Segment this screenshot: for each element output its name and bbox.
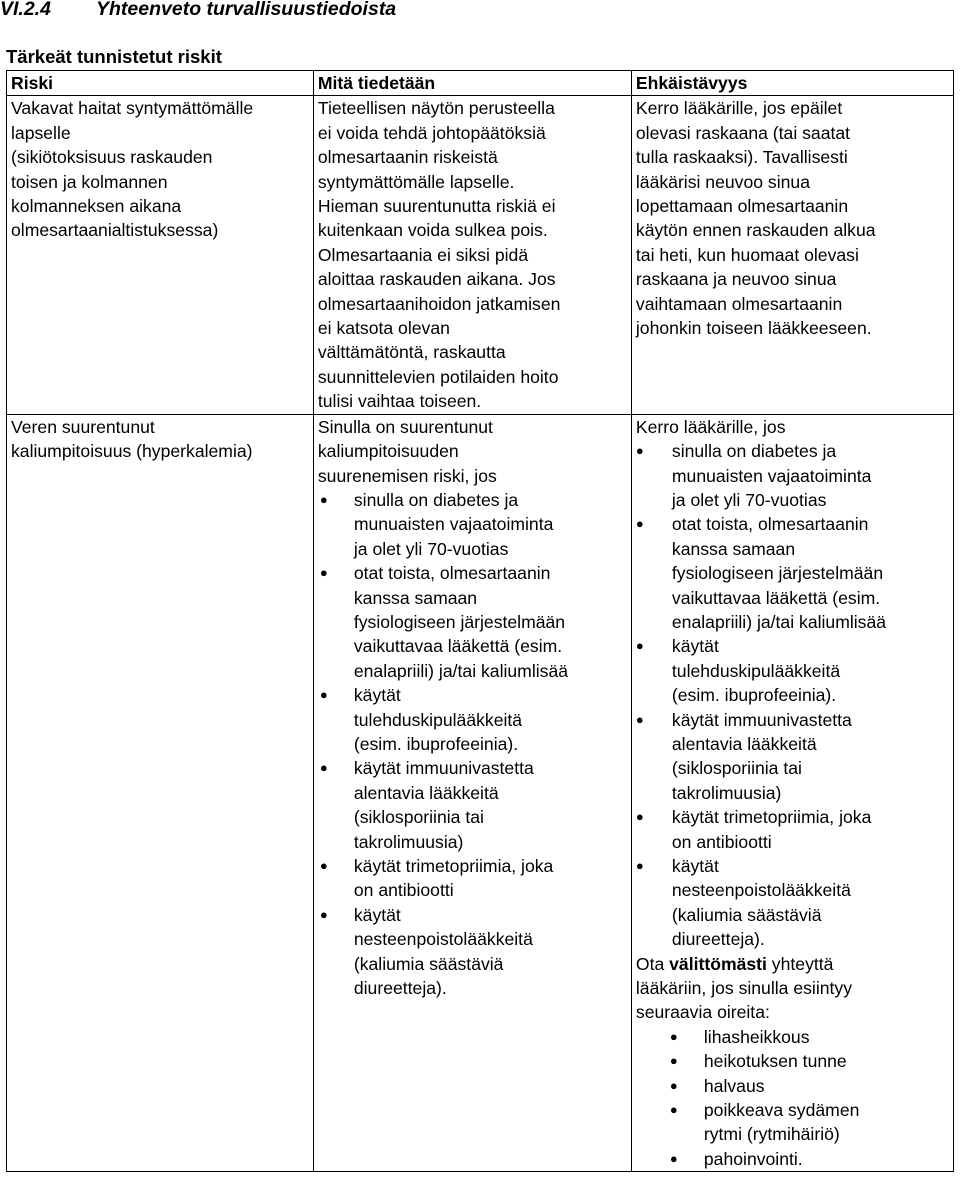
row1-prevent-cell bbox=[631, 96, 953, 414]
urgent-bold: välittömästi bbox=[669, 953, 767, 974]
list-item-line: takrolimuusia) bbox=[353, 831, 464, 852]
text-line: olmesartaanihoidon jatkamisen bbox=[317, 293, 561, 314]
urgent-line-2: lääkäriin, jos sinulla esiintyy bbox=[635, 978, 852, 999]
row2-known-cell bbox=[313, 414, 631, 1172]
text-line: johonkin toiseen lääkkeeseen. bbox=[635, 318, 872, 339]
list-item-line: vaikuttavaa lääkettä (esim. bbox=[353, 636, 563, 657]
text-line: käytön ennen raskauden alkua bbox=[635, 220, 876, 241]
urgent-post: yhteyttä bbox=[766, 953, 834, 974]
text-line: suunnittelevien potilaiden hoito bbox=[317, 366, 559, 387]
text-line: suurenemisen riski, jos bbox=[317, 465, 497, 486]
bullet-dot-icon: ● bbox=[319, 858, 328, 873]
list-item-line: poikkeava sydämen bbox=[703, 1100, 860, 1121]
bullet-dot-icon: ● bbox=[319, 906, 328, 922]
list-item bbox=[636, 512, 949, 634]
list-item-line: fysiologiseen järjestelmään bbox=[671, 563, 884, 584]
text-line: (sikiötoksisuus raskauden bbox=[11, 147, 213, 168]
text-line: kolmanneksen aikana bbox=[11, 196, 182, 217]
row1-known-cell bbox=[313, 96, 631, 414]
prevent-intro: Kerro lääkärille, jos bbox=[635, 416, 786, 437]
text-line: ei katsota olevan bbox=[317, 318, 450, 339]
list-item-line: (kaliumia säästäviä bbox=[353, 953, 504, 974]
text-line: Kerro lääkärille, jos epäilet bbox=[635, 98, 843, 119]
list-item-line: diureetteja). bbox=[353, 978, 447, 999]
list-item-line: (esim. ibuprofeeinia). bbox=[353, 733, 519, 754]
list-item-line: käytät immuunivastetta bbox=[671, 709, 852, 730]
list-item-line: on antibiootti bbox=[353, 880, 454, 901]
header-prevent: Ehkäistävyys bbox=[631, 71, 953, 96]
list-item-line: sinulla on diabetes ja bbox=[671, 441, 837, 462]
list-item-line: rytmi (rytmihäiriö) bbox=[703, 1124, 840, 1145]
bullet-dot-icon: ● bbox=[669, 1077, 678, 1093]
list-item-line: nesteenpoistolääkkeitä bbox=[671, 880, 851, 901]
list-item-line: otat toista, olmesartaanin bbox=[353, 563, 551, 584]
row2-prevent-cell bbox=[631, 414, 953, 1172]
text-line: Vakavat haitat syntymättömälle bbox=[11, 98, 254, 119]
text-line: lääkärisi neuvoo sinua bbox=[635, 171, 810, 192]
list-item-line: alentavia lääkkeitä bbox=[671, 733, 817, 754]
bullet-dot-icon: ● bbox=[635, 711, 644, 727]
row1-risk-cell bbox=[7, 96, 314, 414]
list-item-line: kanssa samaan bbox=[671, 538, 796, 559]
table-header-row bbox=[7, 71, 954, 96]
list-item-line: vaikuttavaa lääkettä (esim. bbox=[671, 587, 881, 608]
list-item bbox=[318, 488, 627, 561]
list-item-line: lihasheikkous bbox=[703, 1026, 810, 1047]
header-known: Mitä tiedetään bbox=[313, 71, 631, 96]
bullet-dot-icon: ● bbox=[635, 809, 644, 825]
text-line: aloittaa raskauden aikana. Jos bbox=[317, 269, 556, 290]
list-item bbox=[636, 708, 949, 806]
text-line: olevasi raskaana (tai saatat bbox=[635, 122, 851, 143]
list-item bbox=[636, 805, 949, 854]
urgent-pre: Ota bbox=[635, 953, 670, 974]
text-line: tulisi vaihtaa toiseen. bbox=[317, 391, 482, 412]
list-item bbox=[636, 1025, 949, 1049]
text-line: Hieman suurentunutta riskiä ei bbox=[317, 196, 556, 217]
text-line: välttämätöntä, raskautta bbox=[317, 342, 506, 363]
list-item-line: alentavia lääkkeitä bbox=[353, 782, 499, 803]
bullet-dot-icon: ● bbox=[635, 638, 644, 654]
list-item bbox=[636, 1074, 949, 1098]
list-item-line: käytät bbox=[671, 856, 719, 876]
text-line: olmesartaanialtistuksessa) bbox=[11, 220, 219, 241]
list-item bbox=[318, 561, 627, 683]
header-risk: Riski bbox=[7, 71, 314, 96]
text-line: tai heti, kun huomaat olevasi bbox=[635, 244, 859, 265]
text-line: kaliumpitoisuus (hyperkalemia) bbox=[11, 441, 253, 462]
bullet-dot-icon: ● bbox=[635, 516, 644, 532]
known-bullet-list bbox=[318, 488, 627, 1001]
list-item bbox=[636, 1049, 949, 1073]
bullet-dot-icon: ● bbox=[669, 1028, 678, 1044]
list-item-line: käytät bbox=[353, 904, 401, 925]
text-line: vaihtamaan olmesartaanin bbox=[635, 293, 843, 314]
list-item-line: munuaisten vajaatoiminta bbox=[671, 465, 872, 486]
symptom-bullet-list bbox=[636, 1025, 949, 1171]
bullet-dot-icon: ● bbox=[635, 858, 644, 873]
text-line: Veren suurentunut bbox=[11, 416, 155, 437]
text-line: olmesartaanin riskeistä bbox=[317, 147, 498, 168]
text-line: ei voida tehdä johtopäätöksiä bbox=[317, 122, 546, 143]
text-line: lapselle bbox=[11, 122, 71, 143]
list-item-line: (siklosporiinia tai bbox=[671, 758, 802, 779]
list-item-line: nesteenpoistolääkkeitä bbox=[353, 929, 533, 950]
list-item bbox=[318, 854, 627, 903]
list-item-line: käytät bbox=[671, 636, 719, 657]
bullet-dot-icon: ● bbox=[635, 443, 644, 459]
list-item-line: enalapriili) ja/tai kaliumlisää bbox=[671, 611, 887, 632]
list-item-line: (esim. ibuprofeeinia). bbox=[671, 685, 837, 706]
bullet-dot-icon: ● bbox=[319, 565, 328, 581]
text-line: kaliumpitoisuuden bbox=[317, 441, 459, 462]
list-item-line: enalapriili) ja/tai kaliumlisää bbox=[353, 660, 569, 681]
text-line: syntymättömälle lapselle. bbox=[317, 171, 515, 192]
list-item-line: diureetteja). bbox=[671, 929, 765, 950]
list-item bbox=[636, 634, 949, 707]
list-item-line: takrolimuusia) bbox=[671, 782, 782, 803]
list-item-line: käytät bbox=[353, 685, 401, 706]
list-item bbox=[636, 1147, 949, 1171]
bullet-dot-icon: ● bbox=[319, 687, 328, 703]
list-item bbox=[318, 903, 627, 1001]
subsection-title: Tärkeät tunnistetut riskit bbox=[6, 46, 222, 67]
list-item-line: ja olet yli 70-vuotias bbox=[353, 538, 509, 559]
list-item-line: fysiologiseen järjestelmään bbox=[353, 611, 566, 632]
list-item-line: (kaliumia säästäviä bbox=[671, 904, 822, 925]
risk-table bbox=[6, 70, 954, 1172]
list-item-line: heikotuksen tunne bbox=[703, 1051, 847, 1072]
list-item-line: tulehduskipulääkkeitä bbox=[671, 660, 841, 681]
bullet-dot-icon: ● bbox=[319, 491, 328, 507]
list-item bbox=[636, 1098, 949, 1147]
row2-risk-cell bbox=[7, 414, 314, 1172]
urgent-contact-line bbox=[636, 952, 949, 976]
section-heading bbox=[0, 0, 396, 21]
list-item-line: pahoinvointi. bbox=[703, 1148, 803, 1169]
text-line: Tieteellisen näytön perusteella bbox=[317, 98, 555, 119]
text-line: kuitenkaan voida sulkea pois. bbox=[317, 220, 548, 241]
text-line: raskaana ja neuvoo sinua bbox=[635, 269, 837, 290]
text-line: tulla raskaaksi). Tavallisesti bbox=[635, 147, 848, 168]
list-item-line: tulehduskipulääkkeitä bbox=[353, 709, 523, 730]
list-item-line: ja olet yli 70-vuotias bbox=[671, 489, 827, 510]
list-item-line: munuaisten vajaatoiminta bbox=[353, 514, 554, 535]
list-item-line: otat toista, olmesartaanin bbox=[671, 514, 869, 535]
bullet-dot-icon: ● bbox=[669, 1053, 678, 1069]
list-item-line: halvaus bbox=[703, 1075, 765, 1096]
list-item-line: käytät immuunivastetta bbox=[353, 758, 534, 779]
text-line: Sinulla on suurentunut bbox=[317, 416, 493, 437]
bullet-dot-icon: ● bbox=[319, 760, 328, 776]
section-number: VI.2.4 bbox=[0, 0, 51, 20]
list-item-line: kanssa samaan bbox=[353, 587, 478, 608]
urgent-line-3: seuraavia oireita: bbox=[635, 1002, 770, 1023]
list-item-line: on antibiootti bbox=[671, 831, 772, 852]
section-title: Yhteenveto turvallisuustiedoista bbox=[96, 0, 397, 20]
list-item bbox=[318, 756, 627, 854]
text-line: lopettamaan olmesartaanin bbox=[635, 196, 849, 217]
table-row bbox=[7, 414, 954, 1172]
text-line: toisen ja kolmannen bbox=[11, 171, 168, 192]
list-item-line: käytät trimetopriimia, joka bbox=[671, 807, 872, 828]
list-item-line: sinulla on diabetes ja bbox=[353, 489, 519, 510]
list-item-line: käytät trimetopriimia, joka bbox=[353, 856, 554, 876]
text-line: Olmesartaania ei siksi pidä bbox=[317, 244, 529, 265]
list-item-line: (siklosporiinia tai bbox=[353, 807, 484, 828]
list-item bbox=[636, 854, 949, 952]
bullet-dot-icon: ● bbox=[669, 1150, 678, 1166]
list-item bbox=[318, 683, 627, 756]
prevent-bullet-list bbox=[636, 439, 949, 952]
list-item bbox=[636, 439, 949, 512]
table-row bbox=[7, 96, 954, 414]
bullet-dot-icon: ● bbox=[669, 1102, 678, 1118]
